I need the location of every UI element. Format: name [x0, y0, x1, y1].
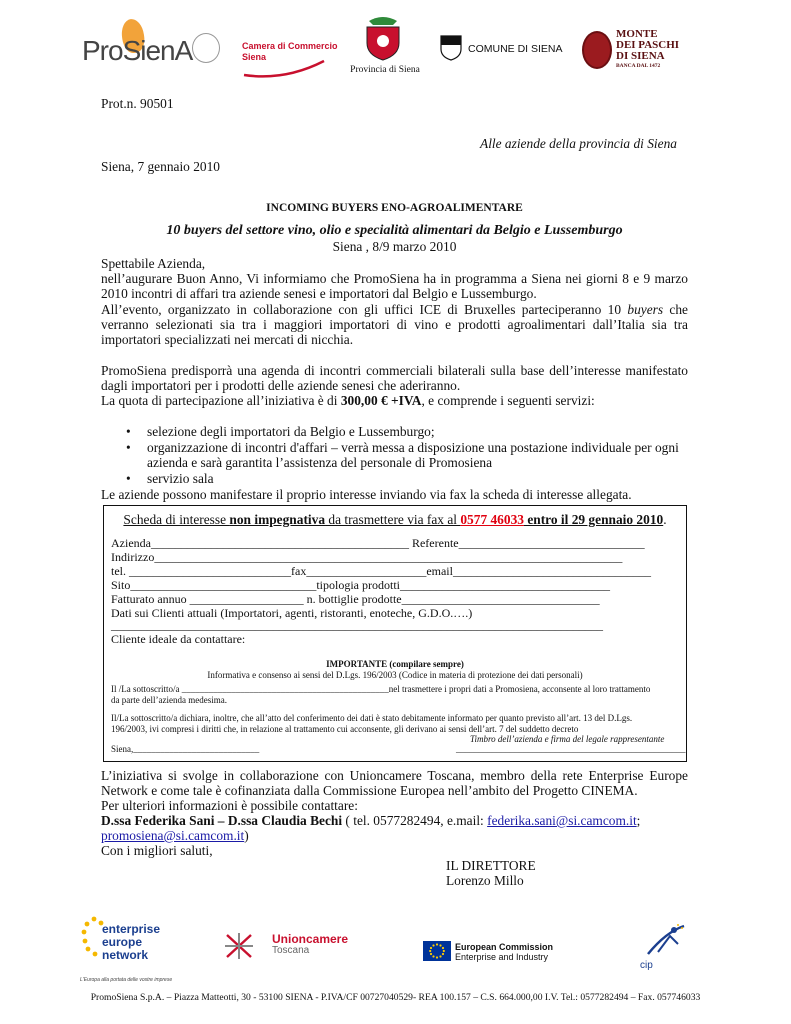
unioncamere-line2: Toscana [272, 945, 310, 956]
p5: Le aziende possono manifestare il proprio interesse inviando via fax la scheda di interesse allegata. [101, 487, 632, 502]
form-title-e: . [663, 512, 667, 527]
p2-line3: importatori specializzati nei mercati di nicchia. [101, 332, 354, 347]
monte-paschi-seal-icon [582, 31, 612, 69]
p3-line1: PromoSiena predisporrà una agenda di incontri commerciali bilaterali sulla base dell’interesse manifestato [101, 363, 688, 378]
monte-line4: BANCA DAL 1472 [616, 63, 661, 69]
footer-address: PromoSiena S.p.A. – Piazza Matteotti, 30 - 53100 SIENA - P.IVA/CF 00727040529- REA 100.157 – C.S. 664.000,00 I.V. Tel.: 0577282494 – Fax. 057746033 [90, 992, 701, 1003]
p4 [101, 393, 688, 408]
monte-line3: DI SIENA [616, 50, 665, 62]
consent2-line2: 196/2003, ivi compresi i diritti che, in relazione al trattamento cui acconsente, gli derivano ai sensi dell’art. 7 del suddetto decreto [111, 724, 579, 734]
form-row-clienti: Dati sui Clienti attuali (Importatori, agenti, ristoranti, enoteche, G.D.O.….) [111, 606, 473, 620]
form-row-tel[interactable]: tel. ___________________________fax____________________email_________________________________ [111, 564, 651, 578]
unioncamere-line1: Unioncamere [272, 932, 349, 946]
camera-swoosh-icon [240, 57, 326, 79]
consent2-line1: Il/La sottoscritto/a dichiara, inoltre, che all’atto del conferimento dei dati è stato debitamente informato per quanto previsto all’art. 13 del D.Lgs. [111, 713, 633, 723]
form-title-a: Scheda di interesse [123, 512, 230, 527]
p4-c: , e comprende i seguenti servizi: [421, 393, 595, 408]
form-row-indirizzo[interactable]: Indirizzo______________________________________________________________________________ [111, 550, 623, 564]
salutation: Spettabile Azienda, [101, 256, 206, 271]
promosiena-wordmark: ProSienA [82, 35, 193, 66]
email-end: ) [244, 828, 249, 843]
bullet-text: selezione degli importatori da Belgio e Lussemburgo; [147, 424, 435, 439]
director-title: IL DIRETTORE [446, 858, 536, 873]
email-link-promosiena[interactable]: promosiena@si.camcom.it [101, 828, 245, 843]
provincia-label: Provincia di Siena [350, 65, 420, 75]
een-logo [80, 915, 190, 983]
form-row-clienti-line[interactable]: __________________________________________________________________________________ [111, 618, 603, 632]
promosiena-logo [80, 15, 193, 77]
consent-line1[interactable]: Il /La sottoscritto/a ______________________________________________nel trasmettere i propri dati a Promosiena, acconsente al loro trattamento [111, 684, 651, 694]
comune-label: COMUNE DI SIENA [468, 43, 563, 55]
bullet-text: organizzazione di incontri d'affari – verrà messa a disposizione una postazione individuale per ogni [147, 440, 679, 455]
bullet-dot: • [126, 440, 131, 455]
camera-commercio-logo [240, 37, 338, 81]
p2-line1-c: che [669, 302, 688, 317]
eu-flag-icon [423, 941, 451, 961]
recipient: Alle aziende della provincia di Siena [480, 136, 677, 151]
bullet-text: servizio sala [147, 471, 214, 486]
p1-line2: 2010 incontri di affari tra aziende senesi e importatori dal Belgio e Lussemburgo. [101, 286, 537, 301]
email-link-sani[interactable]: federika.sani@si.camcom.it [487, 813, 637, 828]
unioncamere-mark-icon [224, 932, 254, 960]
timbro-label: Timbro dell’azienda e firma del legale rappresentante [470, 734, 665, 744]
p2-line2: verranno selezionati sia tra i maggiori importatori di vino e prodotti agroalimentari dall’Italia sia tra [101, 317, 688, 332]
form-title [103, 512, 687, 528]
closing-line1: L’iniziativa si svolge in collaborazione con Unioncamere Toscana, membro della rete Enterprise Europe [101, 768, 688, 783]
form-row-sito[interactable]: Sito_______________________________tipologia prodotti___________________________________ [111, 578, 611, 592]
form-title-b: non impegnativa [229, 512, 326, 527]
subtitle: 10 buyers del settore vino, olio e specialità alimentari da Belgio e Lussemburgo [166, 223, 623, 238]
monte-line1: MONTE [616, 28, 658, 40]
p1-line1: nell’augurare Buon Anno, Vi informiamo che PromoSiena ha in programma a Siena nei giorni 8 e 9 marzo [101, 271, 688, 286]
consent-line2: da parte dell’azienda medesima. [111, 695, 227, 705]
bullet-dot: • [126, 424, 131, 439]
provincia-crest-icon [363, 15, 403, 61]
p3-line2: dagli importatori per i prodotti delle aziende senesi che aderiranno. [101, 378, 461, 393]
p2-line1-a: All’evento, organizzato in collaborazione con gli uffici ICE di Bruxelles parteciperanno 10 [101, 302, 622, 317]
director-name: Lorenzo Millo [446, 873, 524, 888]
form-row-fatturato[interactable]: Fatturato annuo ___________________ n. bottiglie prodotte_________________________________ [111, 592, 600, 606]
camera-line1: Camera di Commercio [242, 41, 338, 51]
cip-logo [640, 922, 692, 974]
cip-figure-icon [644, 922, 688, 960]
comune-shield-icon [440, 35, 462, 61]
bullet-text: azienda e sarà garantita l’assistenza del personale di Promosiena [147, 455, 493, 470]
p4-price: 300,00 € +IVA [340, 393, 422, 408]
form-row-azienda[interactable]: Azienda___________________________________________ Referente_______________________________ [111, 536, 645, 550]
p2-line1 [101, 302, 688, 317]
camera-line2: Siena [242, 52, 267, 62]
form-row-cliente-ideale[interactable]: Cliente ideale da contattare: [111, 632, 246, 646]
een-line3: network [102, 948, 149, 962]
closing-contacts [101, 813, 688, 828]
important-subtitle: Informativa e consenso ai sensi del D.Lgs. 196/2003 (Codice in materia di protezione dei dati personali) [207, 670, 583, 680]
monte-line2: DEI PASCHI [616, 39, 680, 51]
closing-contacts-2 [101, 828, 688, 843]
cip-label: cip [640, 960, 653, 971]
contact-names: D.ssa Federika Sani – D.ssa Claudia Bechi [101, 813, 343, 828]
monte-paschi-logo [582, 29, 692, 85]
protocol-number: Prot.n. 90501 [101, 96, 174, 111]
form-title-d: entro il 29 gennaio 2010 [523, 512, 664, 527]
place-date: Siena, 7 gennaio 2010 [101, 159, 221, 174]
ec-line1: European Commission [455, 942, 554, 952]
greeting: Con i migliori saluti, [101, 843, 213, 858]
siena-date-line[interactable]: Siena,____________________________ [111, 744, 260, 754]
provincia-logo [340, 15, 430, 81]
contact-tel: ( tel. 0577282494, e.mail: [342, 813, 488, 828]
bullet-dot: • [126, 471, 131, 486]
subtitle-date: Siena , 8/9 marzo 2010 [332, 239, 457, 254]
seal-icon [192, 33, 220, 63]
unioncamere-logo [224, 930, 354, 964]
een-tagline: L'Europa alla portata delle vostre imprese [80, 977, 173, 983]
comune-logo [436, 33, 563, 73]
form-fax-number: 0577 46033 [460, 512, 524, 527]
closing-contact-intro: Per ulteriori informazioni è possibile contattare: [101, 798, 358, 813]
header-logos [80, 15, 685, 85]
signature-line[interactable]: ___________________________________________________ [456, 744, 686, 754]
een-line2: europe [102, 935, 143, 949]
important-title: IMPORTANTE (compilare sempre) [326, 659, 464, 669]
ec-line2: Enterprise and Industry [455, 952, 549, 962]
een-line1: enterprise [102, 922, 161, 936]
heading: INCOMING BUYERS ENO-AGROALIMENTARE [266, 202, 523, 214]
email-sep: ; [636, 813, 641, 828]
form-title-c: da trasmettere via fax al [325, 512, 461, 527]
european-commission-logo [423, 941, 563, 965]
closing-line2: Network e come tale è cofinanziata dalla Commissione Europea nell’ambito del Progetto CINEMA. [101, 783, 638, 798]
p4-a: La quota di partecipazione all’iniziativa è di [101, 393, 341, 408]
p2-line1-buyers: buyers [627, 302, 664, 317]
